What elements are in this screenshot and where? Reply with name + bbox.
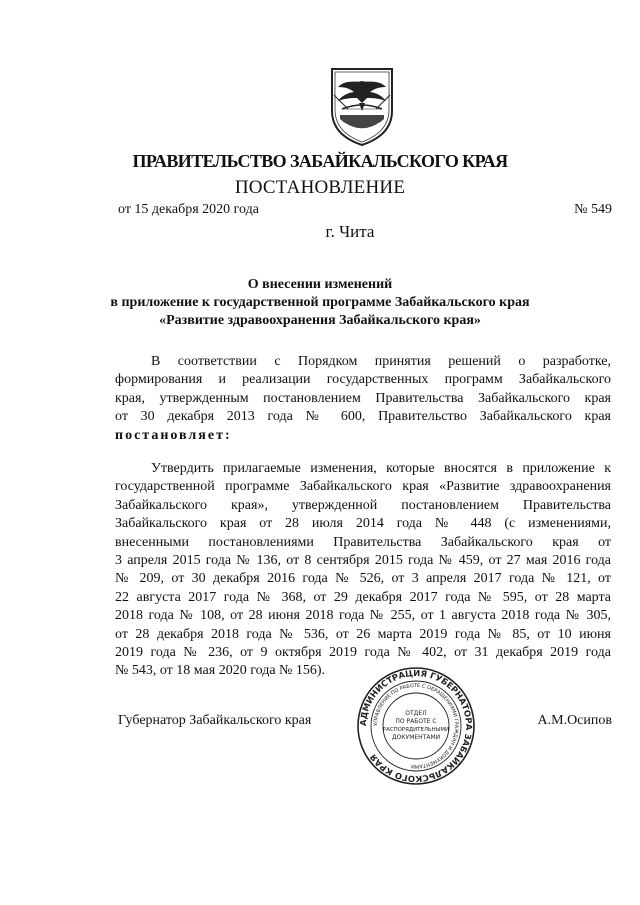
decree-subject: [0, 276, 640, 330]
decides-word: постановляет: [115, 427, 225, 443]
decree-date: от 15 декабря 2020 года: [118, 202, 259, 217]
text-line: Забайкальского края», утвержденной постановлением Правительства: [115, 497, 611, 513]
text-line: от 30 декабря 2013 года № 600, Правительство Забайкальского края: [115, 409, 611, 425]
svg-text:УПРАВЛЕНИЕ ПО РАБОТЕ С ОБРАЩЕН: [373, 683, 459, 769]
text-line: № 209, от 30 декабря 2016 года № 526, от 3 апреля 2017 года № 121, от: [115, 571, 611, 587]
text-line: 2019 года № 236, от 9 октября 2019 года № 402, от 31 декабря 2019 года: [115, 644, 611, 660]
signatory-title: Губернатор Забайкальского края: [118, 713, 312, 728]
stamp-center-line: ОТДЕЛ: [405, 710, 427, 717]
city: г. Чита: [325, 222, 375, 241]
text-line: государственной программе Забайкальского края «Развитие здравоохранения: [115, 479, 611, 495]
official-stamp-icon: [355, 665, 477, 787]
stamp-center-line: РАСПОРЯДИТЕЛЬНЫМИ: [382, 727, 450, 733]
operative-paragraph: [115, 460, 611, 681]
decree-number: № 549: [574, 202, 612, 217]
signatory-name: А.М.Осипов: [537, 713, 612, 728]
government-title: ПРАВИТЕЛЬСТВО ЗАБАЙКАЛЬСКОГО КРАЯ: [132, 151, 508, 171]
text-line: внесенными постановлениями Правительства Забайкальского края от: [115, 534, 611, 550]
stamp-center-line: ПО РАБОТЕ С: [395, 718, 437, 725]
subject-line: «Развитие здравоохранения Забайкальского края»: [159, 313, 481, 328]
text-line: № 543, от 18 мая 2020 года № 156).: [115, 663, 326, 679]
text-line: В соответствии с Порядком принятия решений о разработке,: [151, 354, 611, 369]
preamble-paragraph: [115, 353, 611, 445]
decides-colon: :: [224, 427, 232, 443]
text-line: от 28 декабря 2018 года № 536, от 26 марта 2019 года № 85, от 10 июня: [115, 626, 611, 642]
stamp-ring-text: АДМИНИСТРАЦИЯ ГУБЕРНАТОРА ЗАБАЙКАЛЬСКОГО КРАЯ: [357, 667, 475, 785]
subject-line: в приложение к государственной программе Забайкальского края: [110, 295, 530, 310]
text-line: 2018 года № 108, от 28 июня 2018 года № 255, от 1 августа 2018 года № 305,: [115, 608, 611, 624]
text-line: 22 августа 2017 года № 368, от 29 декабря 2017 года № 595, от 28 марта: [115, 589, 611, 605]
text-line: Утвердить прилагаемые изменения, которые вносятся в приложение к: [151, 461, 611, 476]
text-line: [115, 427, 611, 445]
subject-line: О внесении изменений: [247, 277, 393, 292]
coat-of-arms-icon: [326, 65, 398, 147]
document-type: ПОСТАНОВЛЕНИЕ: [234, 177, 406, 198]
stamp-inner-ring-text: УПРАВЛЕНИЕ ПО РАБОТЕ С ОБРАЩЕНИЯМИ ГРАЖДАН И ДОКУМЕНТАМИ: [372, 682, 460, 770]
stamp-center-line: ДОКУМЕНТАМИ: [391, 734, 441, 741]
text-line: Забайкальского края от 28 июля 2014 года № 448 (с изменениями,: [115, 516, 611, 532]
text-line: 3 апреля 2015 года № 136, от 8 сентября 2015 года № 459, от 27 мая 2016 года: [115, 552, 611, 568]
text-line: края, утвержденным постановлением Правительства Забайкальского края: [115, 390, 611, 406]
text-line: формирования и реализации государственных программ Забайкальского: [115, 372, 611, 388]
